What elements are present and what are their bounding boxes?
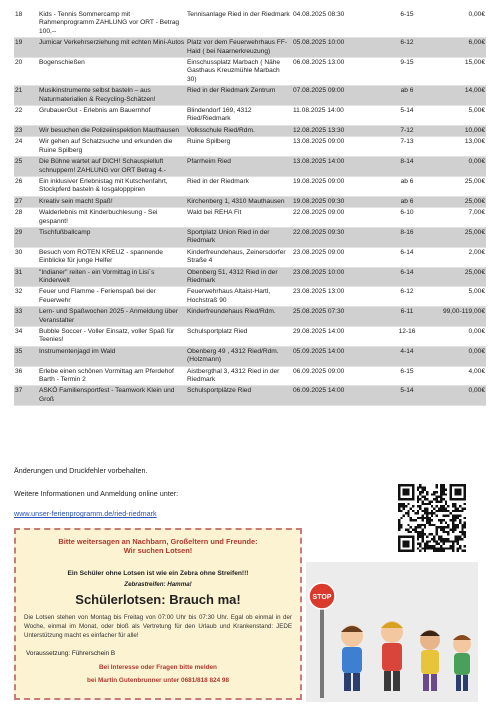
cell-location: Tennisanlage Ried in der Riedmark — [186, 10, 292, 38]
table-row — [14, 196, 486, 207]
cell-number: 35 — [14, 346, 38, 366]
cell-date: 04.08.2025 08:30 — [292, 10, 376, 38]
poster-headline: Schülerlotsen: Brauch ma! — [75, 592, 241, 607]
cell-date: 22.08.2025 09:00 — [292, 208, 376, 228]
table-row — [14, 247, 486, 267]
table-row — [14, 125, 486, 136]
cell-price: 25,00€ — [438, 176, 486, 196]
cell-date: 12.08.2025 13:30 — [292, 125, 376, 136]
cell-age: ab 6 — [376, 196, 438, 207]
cell-number: 31 — [14, 267, 38, 287]
cell-age: 12-16 — [376, 327, 438, 347]
program-table-body — [14, 10, 486, 406]
cell-location: Pfarrheim Ried — [186, 157, 292, 177]
cell-number: 26 — [14, 176, 38, 196]
table-row — [14, 176, 486, 196]
cell-location: Volksschule Ried/Rdm. — [186, 125, 292, 136]
table-row — [14, 227, 486, 247]
cell-price: 0,00€ — [438, 346, 486, 366]
cell-age: 5-14 — [376, 386, 438, 406]
cell-age: 6-15 — [376, 366, 438, 386]
cell-number: 25 — [14, 157, 38, 177]
cell-number: 19 — [14, 38, 38, 58]
cell-price: 0,00€ — [438, 386, 486, 406]
cell-title: Walderlebnis mit Kinderbuchlesung - Sei gespannt! — [38, 208, 186, 228]
cell-age: 6-11 — [376, 307, 438, 327]
cell-title: Bubble Soccer - Voller Einsatz, voller Spaß für Teenies! — [38, 327, 186, 347]
cell-number: 22 — [14, 106, 38, 126]
cell-location: Einschussplatz Marbach ( Nähe Gasthaus Kreuzmühle Marbach 30) — [186, 58, 292, 86]
cell-title: Ein inklusiver Erlebnistag mit Kutschenfahrt, Stockpferd basteln & Iosgalopppiren — [38, 176, 186, 196]
cell-date: 29.08.2025 14:00 — [292, 327, 376, 347]
cell-age: 8-16 — [376, 227, 438, 247]
cell-price: 13,00€ — [438, 137, 486, 157]
cell-number: 20 — [14, 58, 38, 86]
cell-title: Wir gehen auf Schatzsuche und erkunden die Ruine Spilberg — [38, 137, 186, 157]
table-row — [14, 346, 486, 366]
cell-price: 5,00€ — [438, 106, 486, 126]
cell-price: 0,00€ — [438, 327, 486, 347]
cell-location: Ruine Spilberg — [186, 137, 292, 157]
cell-number: 28 — [14, 208, 38, 228]
cell-age: 6-14 — [376, 267, 438, 287]
cell-location: Feuerwehrhaus Altaist-Hartl, Hochstraß 90 — [186, 287, 292, 307]
cell-number: 30 — [14, 247, 38, 267]
poster-tagline: Ein Schüler ohne Lotsen ist wie ein Zebra ohne Streifen!!! — [67, 570, 249, 577]
cell-location: Obenberg 49 , 4312 Ried/Rdm. (Holzmann) — [186, 346, 292, 366]
cell-number: 24 — [14, 137, 38, 157]
cell-location: Schulsportplätze Ried — [186, 386, 292, 406]
cell-title: Jumicar Verkehrserziehung mit echten Mini-Autos — [38, 38, 186, 58]
cell-date: 23.08.2025 09:00 — [292, 247, 376, 267]
cell-title: Kids - Tennis Sommercamp mit Rahmenprogramm ZAHLUNG vor ORT - Betrag 100,-- — [38, 10, 186, 38]
cell-number: 27 — [14, 196, 38, 207]
cell-price: 6,00€ — [438, 38, 486, 58]
cell-price: 0,00€ — [438, 10, 486, 38]
cell-title: "Indianer" reiten - ein Vormittag in Lisi`s Kinderwelt — [38, 267, 186, 287]
children-illustration-svg — [306, 562, 478, 702]
table-row — [14, 307, 486, 327]
cell-date: 23.08.2025 13:00 — [292, 287, 376, 307]
cell-title: GrubauerGut - Erlebnis am Bauernhof — [38, 106, 186, 126]
cell-date: 11.08.2025 14:00 — [292, 106, 376, 126]
registration-link[interactable]: www.unser-ferienprogramm.de/ried-riedmark — [14, 509, 157, 518]
cell-location: Kinderfreundehaus Ried/Rdm. — [186, 307, 292, 327]
program-table — [14, 10, 486, 406]
cell-title: Erlebe einen schönen Vormittag am Pferdehof Barth - Termin 2 — [38, 366, 186, 386]
poster-body: Die Lotsen stehen von Montag bis Freitag von 07:00 Uhr bis 07:30 Uhr. Egal ob einmal in der Woche, einmal im Monat, oder bloß als Vertretung für den Urlaub und Krankenstand: JEDE Unterstützung macht es einfacher für alle! — [24, 614, 292, 639]
table-row — [14, 137, 486, 157]
cell-location: Platz vor dem Feuerwehrhaus FF-Haid ( bei Naarnerkreuzung) — [186, 38, 292, 58]
cell-location: Obenberg 51, 4312 Ried in der Riedmark — [186, 267, 292, 287]
poster-subtagline: Zebrastreifen: Hamma! — [124, 581, 192, 588]
cell-age: 6-12 — [376, 287, 438, 307]
child-figure-3 — [420, 630, 440, 691]
cell-price: 99,00-119,00€ — [438, 307, 486, 327]
child-figure-4 — [453, 635, 471, 691]
cell-title: Kreativ sein macht Spaß! — [38, 196, 186, 207]
poster-intro — [16, 537, 300, 555]
cell-number: 21 — [14, 86, 38, 106]
cell-age: 6-10 — [376, 208, 438, 228]
table-row — [14, 287, 486, 307]
child-figure-2 — [381, 621, 403, 691]
children-crossing-illustration — [306, 562, 478, 702]
cell-location: Blindendorf 169, 4312 Ried/Riedmark — [186, 106, 292, 126]
cell-date: 22.08.2025 09:30 — [292, 227, 376, 247]
cell-price: 4,00€ — [438, 366, 486, 386]
table-row — [14, 157, 486, 177]
table-row — [14, 86, 486, 106]
cell-title: Die Bühne wartet auf DICH! Schauspielluft schnuppern! ZAHLUNG vor ORT Betrag 4.- — [38, 157, 186, 177]
table-row — [14, 58, 486, 86]
cell-number: 36 — [14, 366, 38, 386]
cell-title: Besuch vom ROTEN KREUZ - spannende Einblicke für junge Helfer — [38, 247, 186, 267]
cell-number: 34 — [14, 327, 38, 347]
cell-price: 25,00€ — [438, 196, 486, 207]
poster-requirement: Voraussetzung: Führerschein B — [26, 650, 116, 657]
cell-price: 25,00€ — [438, 227, 486, 247]
cell-age: 7-13 — [376, 137, 438, 157]
table-row — [14, 106, 486, 126]
cell-title: Tischfußballcamp — [38, 227, 186, 247]
table-row — [14, 267, 486, 287]
cell-price: 15,00€ — [438, 58, 486, 86]
cell-location: Ried in der Riedmark — [186, 176, 292, 196]
cell-age: 5-14 — [376, 106, 438, 126]
more-info-text: Weitere Informationen und Anmeldung online unter: — [14, 489, 179, 498]
cell-age: 6-15 — [376, 10, 438, 38]
poster-contact: Bei Interesse oder Fragen bitte melden — [99, 664, 217, 671]
cell-number: 33 — [14, 307, 38, 327]
stop-sign-text: STOP — [312, 594, 332, 601]
cell-age: 7-12 — [376, 125, 438, 136]
table-row — [14, 386, 486, 406]
child-figure-1 — [341, 625, 363, 691]
cell-date: 13.08.2025 09:00 — [292, 137, 376, 157]
cell-price: 25,00€ — [438, 267, 486, 287]
cell-age: ab 6 — [376, 86, 438, 106]
qr-code-icon — [398, 484, 466, 552]
cell-number: 18 — [14, 10, 38, 38]
cell-price: 2,00€ — [438, 247, 486, 267]
cell-number: 29 — [14, 227, 38, 247]
cell-price: 14,00€ — [438, 86, 486, 106]
cell-date: 19.08.2025 09:00 — [292, 176, 376, 196]
cell-age: 9-15 — [376, 58, 438, 86]
table-row — [14, 208, 486, 228]
cell-location: Schulsportplatz Ried — [186, 327, 292, 347]
cell-date: 06.09.2025 09:00 — [292, 366, 376, 386]
cell-number: 37 — [14, 386, 38, 406]
cell-title: Wir besuchen die Polizeiinspektion Mauthausen — [38, 125, 186, 136]
table-row — [14, 327, 486, 347]
table-row — [14, 38, 486, 58]
cell-age: ab 6 — [376, 176, 438, 196]
poster-intro-line: Wir suchen Lotsen! — [123, 546, 193, 555]
cell-title: Feuer und Flamme - Ferienspaß bei der Feuerwehr — [38, 287, 186, 307]
cell-age: 6-14 — [376, 247, 438, 267]
crossing-guard-poster — [14, 528, 302, 700]
cell-title: Lern- und Spaßwochen 2025 - Anmeldung über Veranstalter — [38, 307, 186, 327]
cell-date: 07.08.2025 09:00 — [292, 86, 376, 106]
cell-location: Ried in der Riedmark Zentrum — [186, 86, 292, 106]
cell-date: 19.08.2025 09:30 — [292, 196, 376, 207]
cell-date: 23.08.2025 10:00 — [292, 267, 376, 287]
cell-price: 5,00€ — [438, 287, 486, 307]
cell-date: 05.08.2025 10:00 — [292, 38, 376, 58]
cell-number: 23 — [14, 125, 38, 136]
cell-age: 6-12 — [376, 38, 438, 58]
cell-date: 06.08.2025 13:00 — [292, 58, 376, 86]
cell-age: 8-14 — [376, 157, 438, 177]
disclaimer-text: Änderungen und Druckfehler vorbehalten. — [14, 466, 148, 475]
cell-location: Aistbergthal 3, 4312 Ried in der Riedmark — [186, 366, 292, 386]
cell-price: 7,00€ — [438, 208, 486, 228]
cell-location: Sportplatz Union Ried in der Riedmark — [186, 227, 292, 247]
cell-title: Bogenschießen — [38, 58, 186, 86]
cell-date: 06.09.2025 14:00 — [292, 386, 376, 406]
stop-sign-pole — [320, 602, 324, 698]
poster-intro-line: Bitte weitersagen an Nachbarn, Großeltern und Freunde: — [58, 537, 258, 546]
cell-number: 32 — [14, 287, 38, 307]
poster-contact-phone: bei Martin Gutenbrunner unter 0681/818 824 98 — [86, 677, 230, 684]
cell-date: 13.08.2025 14:00 — [292, 157, 376, 177]
cell-price: 10,00€ — [438, 125, 486, 136]
cell-age: 4-14 — [376, 346, 438, 366]
cell-title: Instrumentenjagd im Wald — [38, 346, 186, 366]
cell-price: 0,00€ — [438, 157, 486, 177]
cell-location: Kinderfreundehaus, Zeinersdorfer Straße 4 — [186, 247, 292, 267]
table-row — [14, 366, 486, 386]
cell-title: Musikinstrumente selbst basteln – aus Naturmaterialien & Recycling-Schätzen! — [38, 86, 186, 106]
cell-title: ASKÖ Familiensportfest - Teamwork Klein und Groß — [38, 386, 186, 406]
table-row — [14, 10, 486, 38]
cell-date: 05.09.2025 14:00 — [292, 346, 376, 366]
cell-location: Wald bei REHA Fit — [186, 208, 292, 228]
cell-date: 25.08.2025 07:30 — [292, 307, 376, 327]
cell-location: Kirchenberg 1, 4310 Mauthausen — [186, 196, 292, 207]
